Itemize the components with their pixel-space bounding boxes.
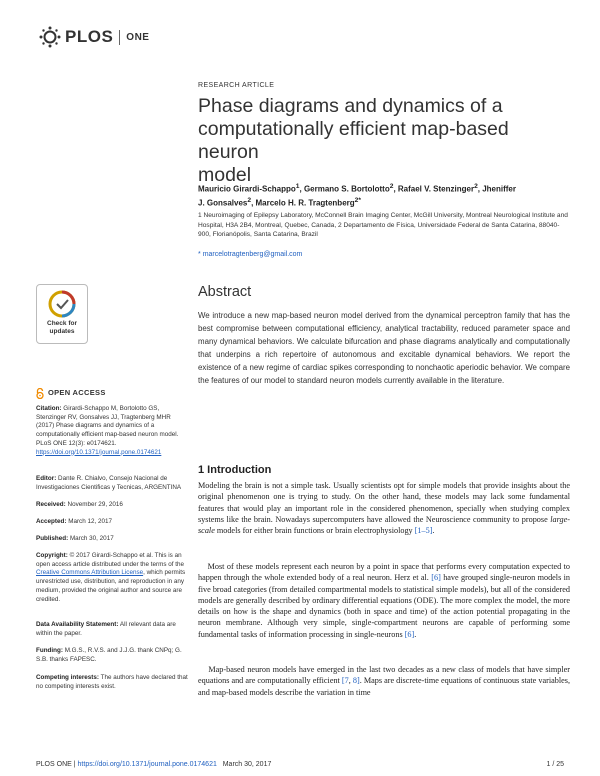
check-updates-label (37, 320, 87, 335)
citation-link[interactable]: [7 (341, 676, 349, 686)
affil-sup: 1 (295, 183, 300, 190)
article-type: RESEARCH ARTICLE (198, 82, 275, 89)
paragraph-text: Modeling the brain is not a simple task. Usually scientists opt for simple models that provide insights about the original phenomenon one is trying to study. On the other hand, these models may lack some fundamental features that would play an important role in the considered phenomenon, specially when studying complex systems like the brain. Nowadays supercomputers have allowed the Neuroscience community to propose (198, 481, 570, 524)
email-link[interactable]: marcelotragtenberg@gmail.com (202, 251, 303, 258)
editor-label: Editor: (36, 475, 57, 482)
email-star: * (198, 251, 201, 258)
data-availability-label: Data Availability Statement: (36, 621, 119, 628)
corresponding-email[interactable] (198, 251, 570, 258)
copyright-block (36, 552, 188, 604)
abstract-text: We introduce a new map-based neuron model derived from the dynamical perceptron family that has the best compromise between computational efficiency, analytical tractability, reduced parameter space and many dynamical behaviors. We calculate bifurcation and phase diagrams analytically and computationally that underpins a rich repertoire of autonomous and excitable dynamical behaviors. We report the existence of a new regime of cardiac spikes corresponding to nonchaotic aperiodic behavior. We compare the features of our model to standard neuron models currently available in the literature. (198, 311, 570, 386)
received-label: Received: (36, 501, 66, 508)
citation-label: Citation: (36, 405, 62, 412)
affil-sup: 2 (354, 197, 359, 205)
published-block (36, 535, 188, 544)
footer-date: March 30, 2017 (222, 761, 272, 768)
funding-text: M.G.S., R.V.S. and J.J.G. thank CNPq; G. S.B. thanks FAPESC. (36, 647, 182, 663)
accepted-block (36, 518, 188, 527)
title-line: computationally efficient map-based neuron (198, 118, 509, 163)
received-block (36, 501, 188, 510)
license-link[interactable]: Creative Commons Attribution License (36, 569, 144, 577)
abstract-heading: Abstract (198, 284, 252, 300)
received-date: November 29, 2016 (67, 501, 123, 508)
competing-interests-block (36, 674, 188, 691)
paragraph-text: Map-based neuron models have emerged in the last two decades as a new class of models that have simpler equations and are computationally efficient (198, 665, 570, 686)
footer-separator: | (73, 761, 76, 768)
journal-name: ONE (126, 31, 150, 43)
open-lock-icon (36, 388, 44, 399)
funding-block (36, 647, 188, 664)
copyright-text: © 2017 Girardi-Schappo et al. This is an open access article distributed under the terms of the (36, 552, 185, 568)
citation-text: Girardi-Schappo M, Bortolotto GS, Stenzinger RV, Gonsalves JJ, Tragtenberg MHR (2017) Phase diagrams and dynamics of a computationally efficient map-based neuron model. PLoS ONE 12(3): e0174621. (36, 405, 179, 447)
paragraph-text: Most of these models represent each neuron by a point in space that performs every computation expected to happen through the whole extended body of a real neuron. Herz et al. (198, 562, 570, 583)
footer-journal: PLOS ONE (36, 761, 72, 768)
accepted-date: March 12, 2017 (68, 518, 112, 525)
article-title (198, 95, 570, 187)
title-line: model (198, 164, 252, 186)
author: , Marcelo H. R. Tragtenberg (251, 198, 355, 208)
affiliations: 1 Neuroimaging of Epilepsy Laboratory, McConnell Brain Imaging Center, McGill University, Montreal Neurological Institute and Hospital, H3A 2B4, Montreal, Quebec, Canada, 2 Departamento de Física, Universidade Federal de Santa Catarina, 88040-900, Florianópolis, Santa Catarina, Brazil (198, 212, 568, 239)
page-number: 1 / 25 (546, 761, 564, 768)
author: , Jheniffer (477, 184, 516, 194)
data-availability-block (36, 621, 188, 638)
published-label: Published: (36, 535, 69, 542)
copyright-label: Copyright: (36, 552, 68, 559)
affil-sup: 2 (474, 183, 478, 190)
editor-block (36, 475, 188, 492)
competing-interests-label: Competing interests: (36, 674, 99, 681)
copyright-text: , which permits unrestricted use, distribution, and reproduction in any medium, provided the original author and source are credited. (36, 569, 186, 603)
citation-link[interactable]: [1–5] (414, 526, 433, 536)
plos-logo-icon (38, 26, 62, 48)
intro-paragraph: Map-based neuron models have emerged in the last two decades as a new class of models that have simpler equations and are computationally efficient [7, 8]. Maps are discrete-time equations of continuous state variables, and map-based models describe the variation in time (198, 665, 570, 697)
affil-sup: 2 (247, 197, 252, 205)
author: Mauricio Girardi-Schappo (198, 184, 296, 194)
citation-link[interactable]: [6] (404, 629, 415, 639)
section-heading: 1 Introduction (198, 464, 272, 476)
plos-one-logo (38, 26, 149, 48)
page-footer (36, 761, 564, 768)
paragraph-text: have grouped single-neuron models in five broad categories (from detailed compartmental models to statistical simple models), but all of the considered models are generally described by ordinary differential equations (ODE). The more complex the model, the more details on how is the shape and dynamics (both in space and time) of the action potential propagating in the neuron membrane. Although very simple, single-compartment neurons are capable of performing some fundamental tasks of information processing in single-neurons (198, 573, 571, 639)
brand-name: PLOS (65, 27, 114, 46)
citation-link[interactable]: [6] (431, 573, 441, 583)
intro-paragraph: Modeling the brain is not a simple task. Usually scientists opt for simple models that provide insights about the original phenomenon one is trying to study. On the other hand, these models may lack some fundamental features that would play an important role in the considered phenomenon, specially when studying complex systems like the brain. Nowadays supercomputers have allowed the Neuroscience community to propose large-scale models for either brain functions or brain electrophysiology [1–5]. (198, 481, 570, 536)
published-date: March 30, 2017 (69, 535, 114, 542)
emphasis: large-scale (198, 514, 570, 536)
footer-doi-link[interactable]: https://doi.org/10.1371/journal.pone.0174621 (77, 761, 217, 768)
accepted-label: Accepted: (36, 518, 67, 525)
editor-text: Dante R. Chialvo, Consejo Nacional de Investigaciones Cientificas y Tecnicas, ARGENTINA (36, 475, 182, 491)
paragraph-text: Maps are discrete-time equations of continuous state variables, and map-based models describe the variation in time (198, 676, 570, 697)
check-updates-icon (48, 290, 76, 318)
citation-link[interactable]: 8] (352, 676, 360, 686)
corresponding-mark: * (358, 197, 361, 205)
affil-sup: 2 (389, 183, 394, 190)
citation-block (36, 405, 188, 457)
open-access-label: OPEN ACCESS (48, 388, 106, 398)
check-for-updates-button[interactable] (36, 284, 88, 344)
author: , Germano S. Bortolotto (299, 184, 390, 194)
competing-interests-text: The authors have declared that no competing interests exist. (36, 674, 188, 690)
funding-label: Funding: (36, 647, 63, 654)
label-line: updates (49, 327, 75, 335)
author: , Rafael V. Stenzinger (393, 184, 475, 194)
open-access-badge (36, 388, 188, 399)
title-line: Phase diagrams and dynamics of a (198, 95, 503, 117)
author-list (198, 181, 570, 209)
citation-doi-link[interactable]: https://doi.org/10.1371/journal.pone.0174621 (36, 448, 162, 456)
label-line: Check for (47, 320, 77, 327)
author: J. Gonsalves (198, 198, 248, 208)
data-availability-text: All relevant data are within the paper. (36, 621, 176, 637)
paragraph-text: models for either brain functions or brain electrophysiology (216, 526, 413, 536)
logo-divider (119, 30, 120, 45)
intro-paragraph: Most of these models represent each neuron by a point in space that performs every computation expected to happen through the whole extended body of a real neuron. Herz et al. [6] have grouped single-neuron models in five broad categories (from detailed compartmental models to statistical simple models), but all of the considered models are generally described by ordinary differential equations (ODE). The more complex the model, the more details on how is the shape and dynamics (both in space and time) of the action potential propagating in the neuron membrane. Although very simple, single-compartment neurons are capable of performing some fundamental tasks of information processing in single-neurons [6]. (198, 562, 571, 639)
